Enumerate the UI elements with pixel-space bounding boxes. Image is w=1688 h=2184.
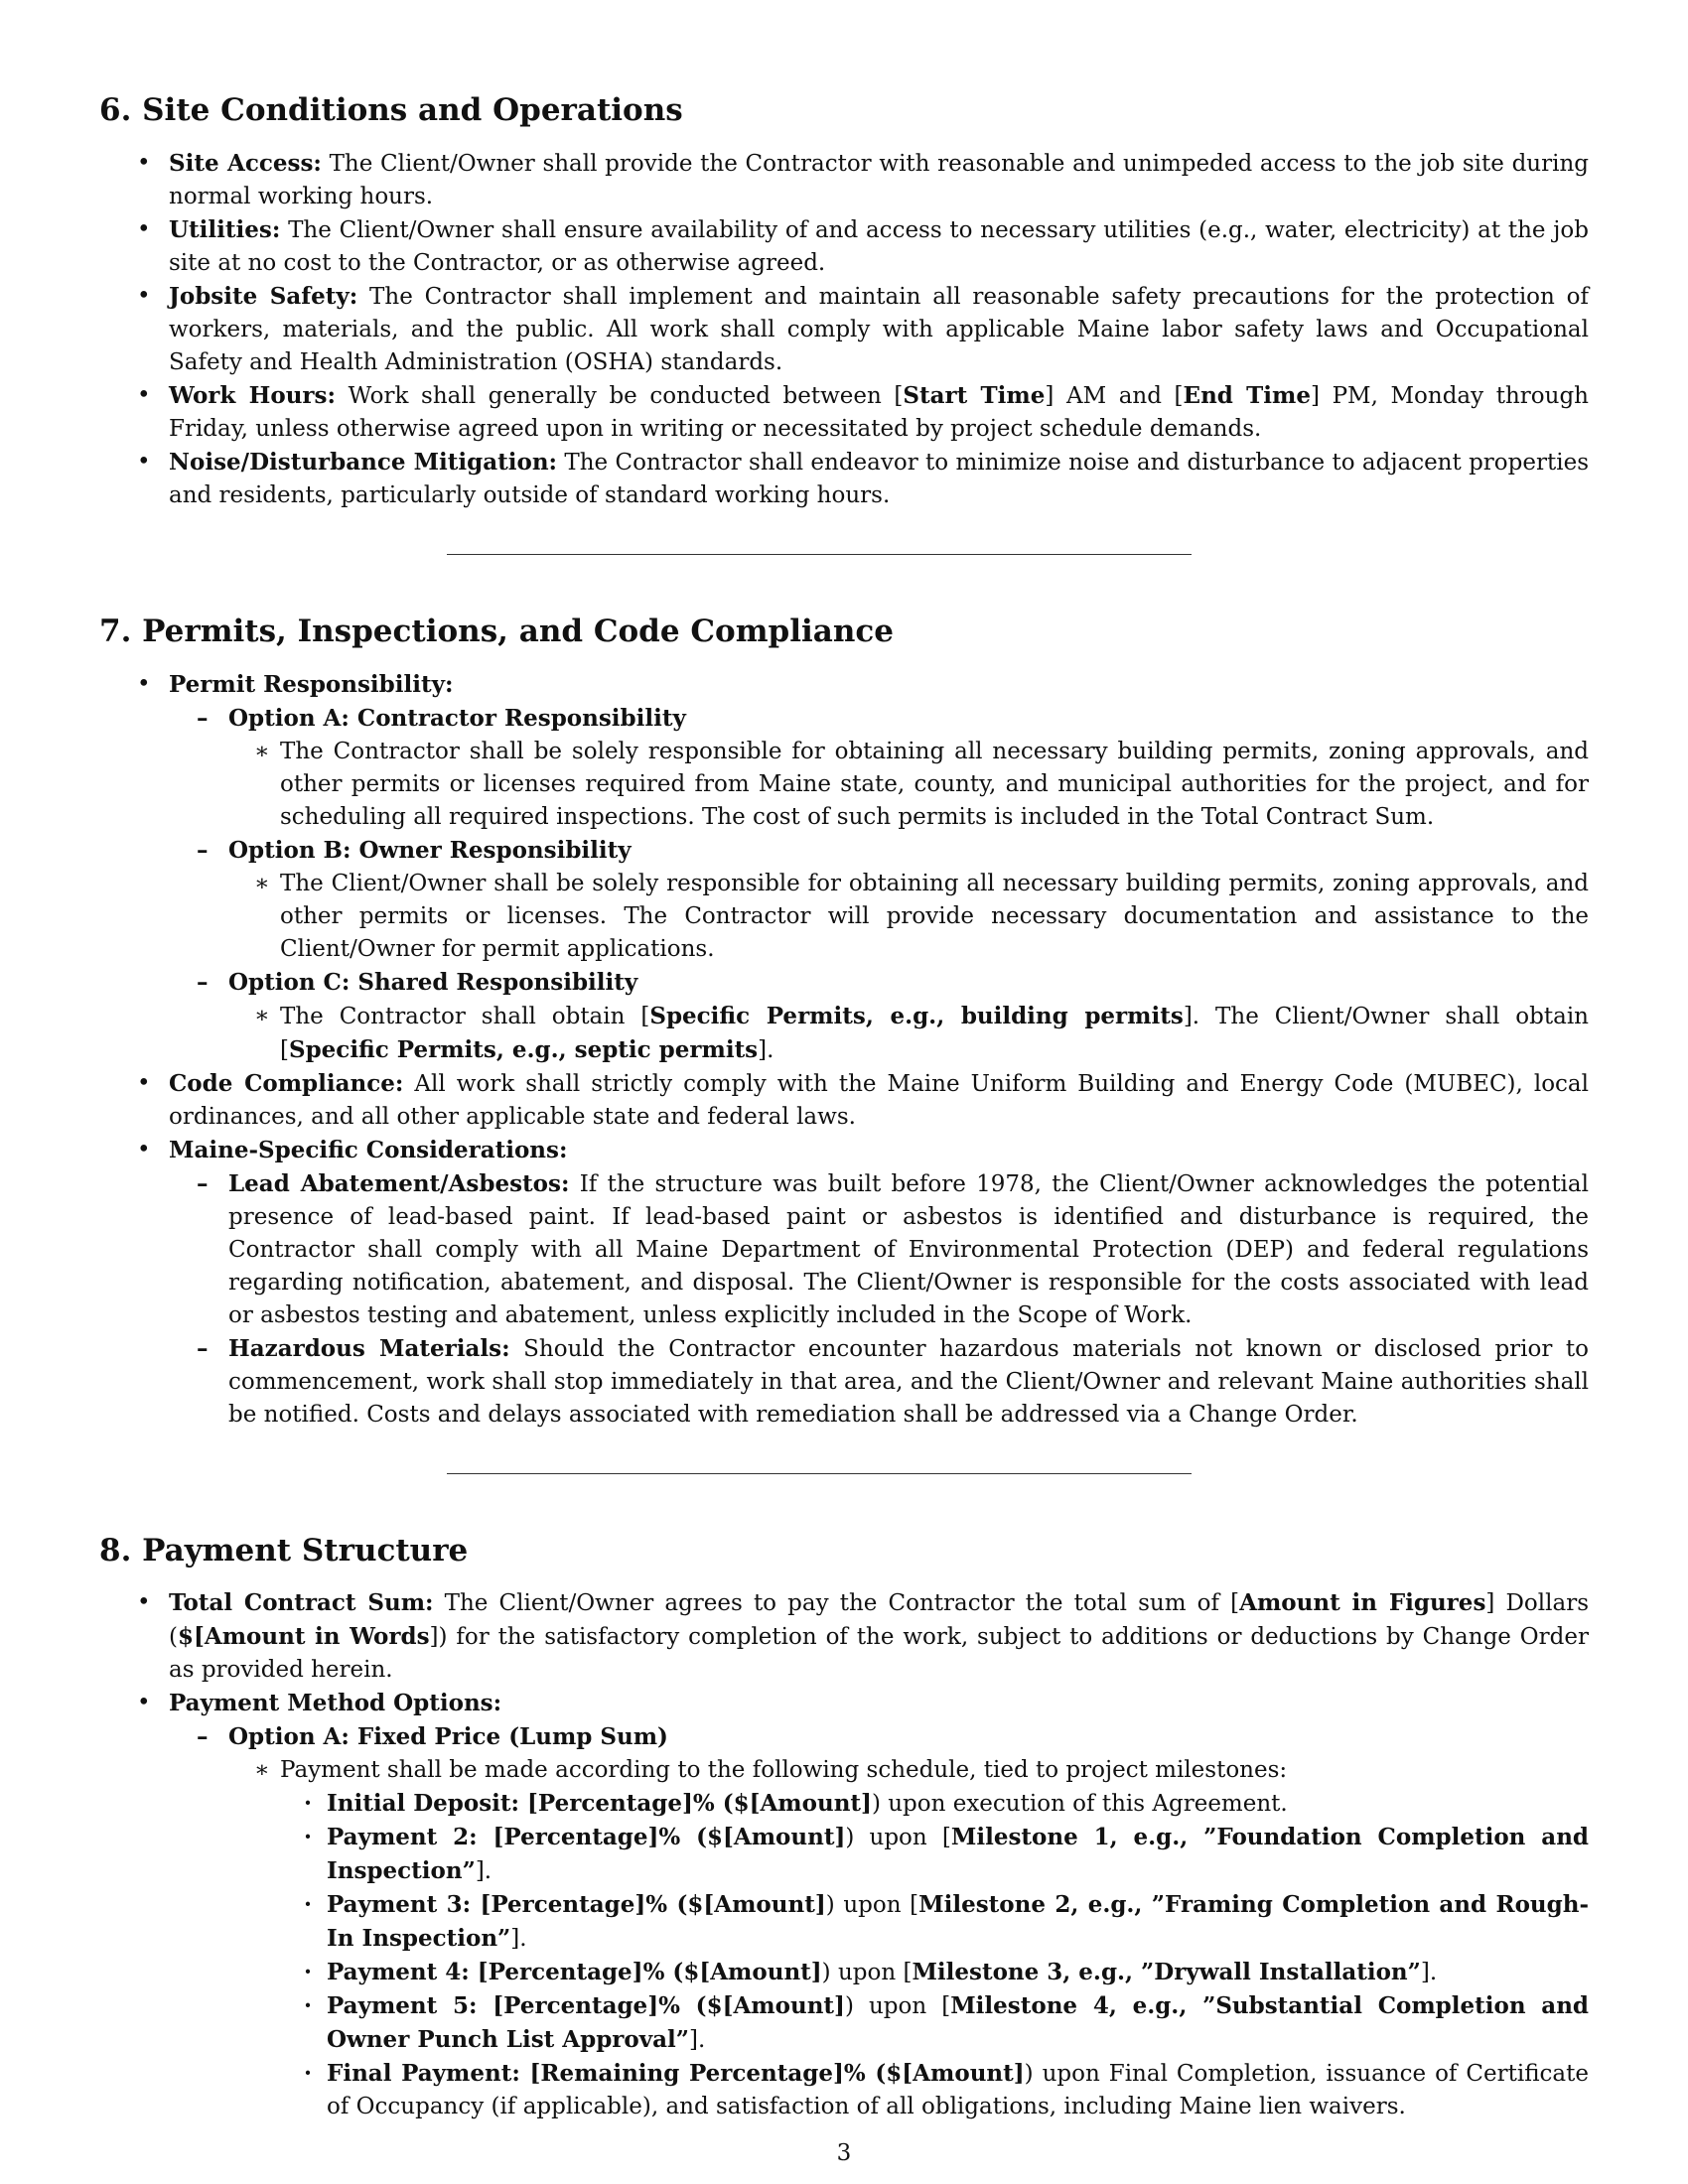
payment-list <box>99 1586 1589 2123</box>
page-number: 3 <box>836 2140 852 2166</box>
list-item <box>228 1754 1589 2123</box>
payment-percentage: [Percentage]% ( <box>477 1992 707 2020</box>
payment-milestone: Milestone 1, e.g., ”Foundation Completion and Inspection” <box>327 1824 1590 1885</box>
item-text: ] Dollars ( <box>169 1590 1589 1651</box>
list-item: ∗ The Contractor shall be solely responsible for obtaining all necessary building permits, zoning approvals, and other permits or licenses required from Maine state, county, and municipal authorities for the project, and for scheduling all required inspections. The cost of such permits is included in the Total Contract Sum. <box>228 736 1589 834</box>
placeholder-start-time: Start Time <box>903 381 1046 409</box>
payment-label: Final Payment: <box>327 2060 520 2088</box>
item-text: ) upon execution of this Agreement. <box>871 1791 1288 1818</box>
list-item <box>228 1000 1589 1067</box>
item-text: ]. <box>475 1858 492 1885</box>
payment-amount: $[Amount] <box>706 1992 845 2020</box>
item-text: If the structure was built before 1978, the Client/Owner acknowledges the potential presence of lead-based paint. If lead-based paint or asbestos is identified and disturbance is required, the Contractor shall comply with all Maine Department of Environmental Protection (DEP) and federal regulations regarding notification, abatement, and disposal. The Client/Owner is responsible for the costs associated with lead or asbestos testing and abatement, unless explicitly included in the Scope of Work. <box>228 1170 1589 1328</box>
payment-amount: $[Amount] <box>733 1790 872 1818</box>
payment-item-3 <box>280 1888 1589 1956</box>
option-label: Option A: Contractor Responsibility <box>228 704 686 732</box>
option-c-details <box>228 1000 1589 1067</box>
item-label: Lead Abatement/Asbestos: <box>228 1169 570 1197</box>
option-label: Option B: Owner Responsibility <box>228 836 632 864</box>
payment-label: Payment 4: <box>327 1959 470 1986</box>
payment-amount: $[Amount] <box>886 2060 1025 2088</box>
section-divider <box>447 1473 1192 1474</box>
item-text: ]. <box>758 1036 774 1063</box>
item-text: ]. <box>688 2027 706 2054</box>
payment-percentage: [Percentage]% ( <box>471 1891 688 1919</box>
option-c-shared <box>169 966 1589 1067</box>
list-item-permit-responsibility <box>99 668 1589 1067</box>
list-item-hazardous-materials <box>169 1332 1589 1432</box>
item-label: Noise/Disturbance Mitigation: <box>169 448 558 476</box>
item-label: Hazardous Materials: <box>228 1334 510 1362</box>
option-a-fixed-price <box>169 1720 1589 2123</box>
permit-options-list <box>169 702 1589 1067</box>
payment-percentage: [Percentage]% ( <box>477 1824 707 1851</box>
option-a-details <box>228 736 1589 834</box>
list-item-lead-asbestos <box>169 1167 1589 1332</box>
item-text: The Contractor shall implement and maintain all reasonable safety precautions for the protection of workers, materials, and the public. All work shall comply with applicable Maine labor safety laws and Occupational Safety and Health Administration (OSHA) standards. <box>169 283 1589 375</box>
payment-label: Payment 3: <box>327 1891 472 1919</box>
item-text: Payment shall be made according to the following schedule, tied to project milestones: <box>280 1757 1288 1784</box>
payment-percentage: [Remaining Percentage]% ( <box>519 2060 887 2088</box>
item-text: ]. The Client/Owner shall obtain [ <box>280 1003 1589 1063</box>
list-item: ∗ The Client/Owner shall be solely responsible for obtaining all necessary building permits, zoning approvals, and other permits or licenses. The Contractor will provide necessary documentation and assistance to the Client/Owner for permit applications. <box>228 868 1589 966</box>
section-title-permits: 7. Permits, Inspections, and Code Compliance <box>99 613 894 649</box>
item-text: The Client/Owner agrees to pay the Contractor the total sum of [ <box>433 1590 1240 1617</box>
document-page <box>99 91 1589 2123</box>
placeholder-end-time: End Time <box>1183 381 1311 409</box>
item-label: Jobsite Safety: <box>169 282 358 310</box>
payment-percentage: [Percentage]% ( <box>469 1959 684 1986</box>
item-label: Maine-Specific Considerations: <box>169 1136 568 1163</box>
item-label: Payment Method Options: <box>169 1690 502 1717</box>
item-text: The Client/Owner shall ensure availability of and access to necessary utilities (e.g., water, electricity) at the job site at no cost to the Contractor, or as otherwise agreed. <box>169 216 1589 276</box>
item-text: ) upon [ <box>844 1993 951 2020</box>
item-text: The Contractor shall endeavor to minimize noise and disturbance to adjacent properties and residents, particularly outside of standard working hours. <box>169 449 1589 508</box>
payment-label: Payment 2: <box>327 1824 478 1851</box>
list-item-code-compliance <box>99 1067 1589 1134</box>
item-text: ) upon Final Completion, issuance of Certificate of Occupancy (if applicable), and satisfaction of all obligations, including Maine lien waivers. <box>327 2061 1589 2120</box>
item-text: ]. <box>1420 1960 1438 1986</box>
payment-milestone: Milestone 2, e.g., ”Framing Completion and Rough-In Inspection” <box>327 1891 1589 1953</box>
item-label: Utilities: <box>169 215 281 243</box>
item-text: ] PM, Monday through Friday, unless otherwise agreed upon in writing or necessitated by project schedule demands. <box>169 382 1589 442</box>
list-item-utilities <box>99 213 1589 280</box>
payment-item-final <box>280 2057 1589 2123</box>
item-text: ) upon [ <box>825 1892 919 1919</box>
item-text: ) upon [ <box>845 1825 951 1851</box>
payment-schedule-list <box>280 1787 1589 2123</box>
payment-percentage: [Percentage]% ( <box>519 1790 734 1818</box>
payment-item-initial-deposit <box>280 1787 1589 1821</box>
item-label: Code Compliance: <box>169 1069 404 1097</box>
permits-list <box>99 668 1589 1432</box>
option-b-details <box>228 868 1589 966</box>
list-item-total-contract-sum <box>99 1586 1589 1687</box>
list-item-noise-mitigation <box>99 446 1589 512</box>
section-divider <box>447 554 1192 555</box>
site-conditions-list <box>99 147 1589 512</box>
payment-item-5 <box>280 1989 1589 2057</box>
item-label: Permit Responsibility: <box>169 670 454 698</box>
payment-amount: $[Amount] <box>687 1891 826 1919</box>
maine-considerations-list <box>169 1167 1589 1432</box>
payment-amount: $[Amount] <box>683 1959 822 1986</box>
section-title-site-conditions: 6. Site Conditions and Operations <box>99 92 683 128</box>
payment-milestone: Milestone 4, e.g., ”Substantial Completion and Owner Punch List Approval” <box>327 1992 1590 2054</box>
item-text: ] AM and [ <box>1045 382 1184 409</box>
option-label: Option C: Shared Responsibility <box>228 968 638 996</box>
placeholder-amount-words: $[Amount in Words <box>177 1623 430 1651</box>
payment-options-list <box>169 1720 1589 2123</box>
option-a-contractor <box>169 702 1589 834</box>
list-item-site-access <box>99 147 1589 213</box>
payment-item-2 <box>280 1821 1589 1888</box>
item-text: All work shall strictly comply with the Maine Uniform Building and Energy Code (MUBEC), local ordinances, and all other applicable state and federal laws. <box>169 1070 1589 1130</box>
item-text: The Contractor shall obtain [ <box>280 1003 650 1029</box>
item-text: ) upon [ <box>821 1960 913 1986</box>
placeholder-amount-figures: Amount in Figures <box>1239 1589 1486 1617</box>
option-a-details <box>228 1754 1589 2123</box>
section-title-payment: 8. Payment Structure <box>99 1532 469 1569</box>
item-label: Total Contract Sum: <box>169 1589 434 1617</box>
payment-label: Payment 5: <box>327 1992 478 2020</box>
payment-milestone: Milestone 3, e.g., ”Drywall Installation” <box>912 1959 1421 1986</box>
item-text: ]) for the satisfactory completion of the work, subject to additions or deductions by Change Order as provided herein. <box>169 1624 1589 1684</box>
payment-item-4 <box>280 1956 1589 1989</box>
placeholder-owner-permits: Specific Permits, e.g., septic permits <box>288 1035 759 1063</box>
item-text: ]. <box>510 1926 527 1953</box>
placeholder-contractor-permits: Specific Permits, e.g., building permits <box>649 1002 1184 1029</box>
payment-label: Initial Deposit: <box>327 1790 520 1818</box>
payment-amount: $[Amount] <box>706 1824 846 1851</box>
item-text: Should the Contractor encounter hazardous materials not known or disclosed prior to commencement, work shall stop immediately in that area, and the Client/Owner and relevant Maine authorities shall be notified. Costs and delays associated with remediation shall be addressed via a Change Order. <box>228 1335 1589 1428</box>
list-item-work-hours <box>99 379 1589 446</box>
list-item-jobsite-safety <box>99 280 1589 379</box>
option-b-owner <box>169 834 1589 966</box>
item-label: Work Hours: <box>169 381 336 409</box>
item-text: Work shall generally be conducted between [ <box>336 382 904 409</box>
item-text: The Client/Owner shall provide the Contractor with reasonable and unimpeded access to the job site during normal working hours. <box>169 150 1589 209</box>
item-label: Site Access: <box>169 149 322 177</box>
option-label: Option A: Fixed Price (Lump Sum) <box>228 1723 668 1751</box>
list-item-maine-considerations <box>99 1134 1589 1432</box>
list-item-payment-method <box>99 1687 1589 2123</box>
